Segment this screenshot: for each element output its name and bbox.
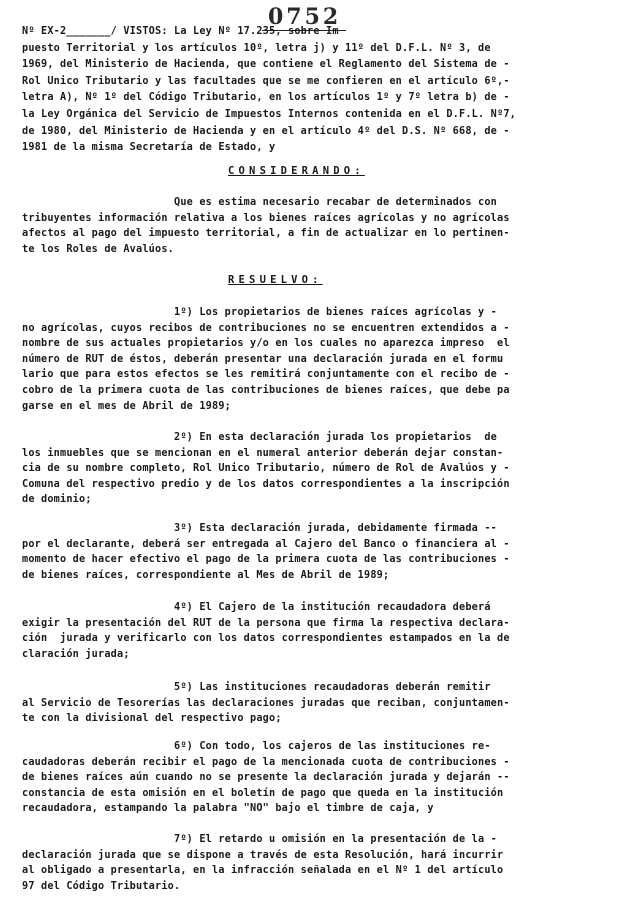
resolution-line: número de RUT de éstos, deberán presentar una declaración jurada en el formu <box>22 353 504 365</box>
resolution-line: te con la divisional del respectivo pago; <box>22 713 282 725</box>
resolution-line: por el declarante, deberá ser entregada al Cajero del Banco o financiera al - <box>22 538 510 550</box>
resolution-line: ción jurada y verificarlo con los datos correspondientes estampados en la de <box>22 633 510 645</box>
resolution-line: al Servicio de Tesorerías las declaraciones juradas que reciban, conjuntamen- <box>22 697 510 709</box>
intro-line: Nº EX-2_______/ VISTOS: La Ley Nº 17.235, sobre Im <box>22 26 339 37</box>
resolution-line: caudadoras deberán recibir el pago de la mencionada cuota de contribuciones - <box>22 756 510 768</box>
resolution-line: 5º) Las instituciones recaudadoras deberán remitir <box>22 682 491 693</box>
resolution-line: de dominio; <box>22 494 92 506</box>
resolution-line: constancia de esta omisión en el boletín de pago que queda en la institución <box>22 787 504 799</box>
resolution-line: los inmuebles que se mencionan en el numeral anterior deberán dejar constan- <box>22 447 504 459</box>
resolution-line: al obligado a presentarla, en la infracción señalada en el Nº 1 del artículo <box>22 865 504 877</box>
resolution-line: 3º) Esta declaración jurada, debidamente firmada -- <box>22 523 498 534</box>
intro-line: 1981 de la misma Secretaría de Estado, y <box>22 142 276 154</box>
resolution-line: no agrícolas, cuyos recibos de contribuciones no se encuentren extendidos a - <box>22 322 510 334</box>
resolution-line: nombre de sus actuales propietarios y/o en los cuales no aparezca impreso el <box>22 338 510 350</box>
intro-line: letra A), Nº 1º del Código Tributario, en los artículos 1º y 7º letra b) de - <box>22 92 510 104</box>
resolution-line: momento de hacer efectivo el pago de la primera cuota de las contribuciones - <box>22 554 510 566</box>
resolution-line: de bienes raíces, correspondiente al Mes de Abril de 1989; <box>22 569 390 581</box>
resolution-line: 97 del Código Tributario. <box>22 880 181 892</box>
intro-line: Rol Unico Tributario y las facultades que se me confieren en el artículo 6º,- <box>22 75 510 87</box>
resolution-line: 4º) El Cajero de la institución recaudadora deberá <box>22 602 491 613</box>
intro-line: 1969, del Ministerio de Hacienda, que contiene el Reglamento del Sistema de - <box>22 59 510 71</box>
resolution-line: 1º) Los propietarios de bienes raíces agrícolas y - <box>22 307 498 318</box>
considerando-line: Que es estima necesario recabar de determinados con <box>22 197 498 208</box>
resolution-line: 7º) El retardo u omisión en la presentación de la - <box>22 834 498 845</box>
considerando-line: tribuyentes información relativa a los bienes raíces agrícolas y no agrícolas <box>22 212 510 224</box>
stamp-number: 0752 <box>268 4 342 30</box>
resolution-line: lario que para estos efectos se les remitirá conjuntamente con el recibo de - <box>22 369 510 381</box>
intro-line: de 1980, del Ministerio de Hacienda y en el artículo 4º del D.S. Nº 668, de - <box>22 125 510 137</box>
considerando-line: te los Roles de Avalúos. <box>22 243 175 255</box>
considerando-heading: CONSIDERANDO: <box>228 165 365 177</box>
intro-line: puesto Territorial y los artículos 10º, letra j) y 11º del D.F.L. Nº 3, de <box>22 42 491 54</box>
resolution-line: garse en el mes de Abril de 1989; <box>22 400 232 412</box>
resolution-line: claración jurada; <box>22 648 130 660</box>
resolution-line: recaudadora, estampando la palabra "NO" bajo el timbre de caja, y <box>22 803 434 815</box>
considerando-line: afectos al pago del impuesto territorial, a fin de actualizar en lo pertinen- <box>22 228 510 239</box>
resolution-line: 2º) En esta declaración jurada los propietarios de <box>22 432 498 443</box>
resolution-line: cobro de la primera cuota de las contribuciones de bienes raíces, que debe pa <box>22 385 510 396</box>
resolution-line: exigir la presentación del RUT de la persona que firma la respectiva declara- <box>22 617 510 629</box>
resolution-line: cia de su nombre completo, Rol Unico Tributario, número de Rol de Avalúos y - <box>22 463 510 475</box>
resolution-line: 6º) Con todo, los cajeros de las instituciones re- <box>22 741 491 752</box>
resolution-line: declaración jurada que se dispone a través de esta Resolución, hará incurrir <box>22 849 504 861</box>
resuelvo-heading: RESUELVO: <box>228 274 323 286</box>
intro-line: la Ley Orgánica del Servicio de Impuestos Internos contenida en el D.F.L. Nº7, <box>22 109 517 120</box>
resolution-line: de bienes raíces aún cuando no se presente la declaración jurada y dejarán -- <box>22 772 510 784</box>
resolution-line: Comuna del respectivo predio y de los datos correspondientes a la inscripción <box>22 478 510 490</box>
